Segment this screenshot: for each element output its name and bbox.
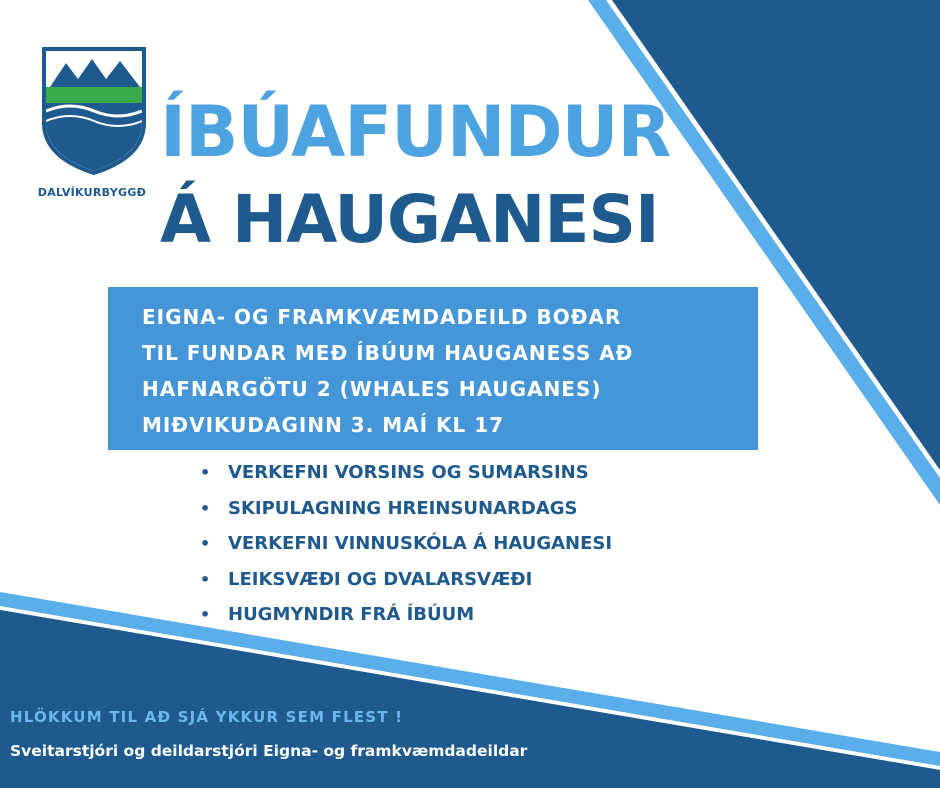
logo-text: DALVÍKURBYGGÐ (37, 186, 147, 199)
agenda-item (200, 562, 612, 598)
bullet-icon: • (200, 498, 211, 518)
bullet-icon: • (200, 605, 211, 624)
info-line: EIGNA- OG FRAMKVÆMDADEILD BOÐAR (142, 305, 622, 329)
footer-signature: Sveitarstjóri og deildarstjóri Eigna- og framkvæmdadeildar (10, 742, 528, 760)
info-line: TIL FUNDAR MEÐ ÍBÚUM HAUGANESS AÐ (142, 341, 634, 365)
agenda-item (200, 455, 612, 491)
bullet-icon: • (200, 534, 211, 553)
agenda-item (200, 597, 612, 633)
agenda-item-label: VERKEFNI VINNUSKÓLA Á HAUGANESI (228, 533, 613, 554)
title-line-2: Á HAUGANESI (160, 181, 659, 258)
agenda-item (200, 526, 612, 562)
agenda-item-label: SKIPULAGNING HREINSUNARDAGS (228, 497, 578, 519)
agenda-item-label: HUGMYNDIR FRÁ ÍBÚUM (228, 604, 475, 625)
agenda-item-label: LEIKSVÆÐI OG DVALARSVÆÐI (228, 568, 533, 590)
coat-of-arms-icon (40, 45, 148, 175)
footer-call-to-action: HLÖKKUM TIL AÐ SJÁ YKKUR SEM FLEST ! (10, 708, 404, 726)
info-line: HAFNARGÖTU 2 (WHALES HAUGANES) (142, 377, 602, 401)
agenda-item-label: VERKEFNI VORSINS OG SUMARSINS (228, 462, 589, 483)
bullet-icon: • (200, 569, 211, 589)
info-box (108, 287, 758, 450)
title-line-1: ÍBÚAFUNDUR (160, 91, 671, 173)
bullet-icon: • (200, 463, 211, 482)
agenda-item (200, 491, 612, 527)
info-line: MIÐVIKUDAGINN 3. MAÍ KL 17 (142, 413, 505, 437)
agenda-list (200, 455, 612, 633)
